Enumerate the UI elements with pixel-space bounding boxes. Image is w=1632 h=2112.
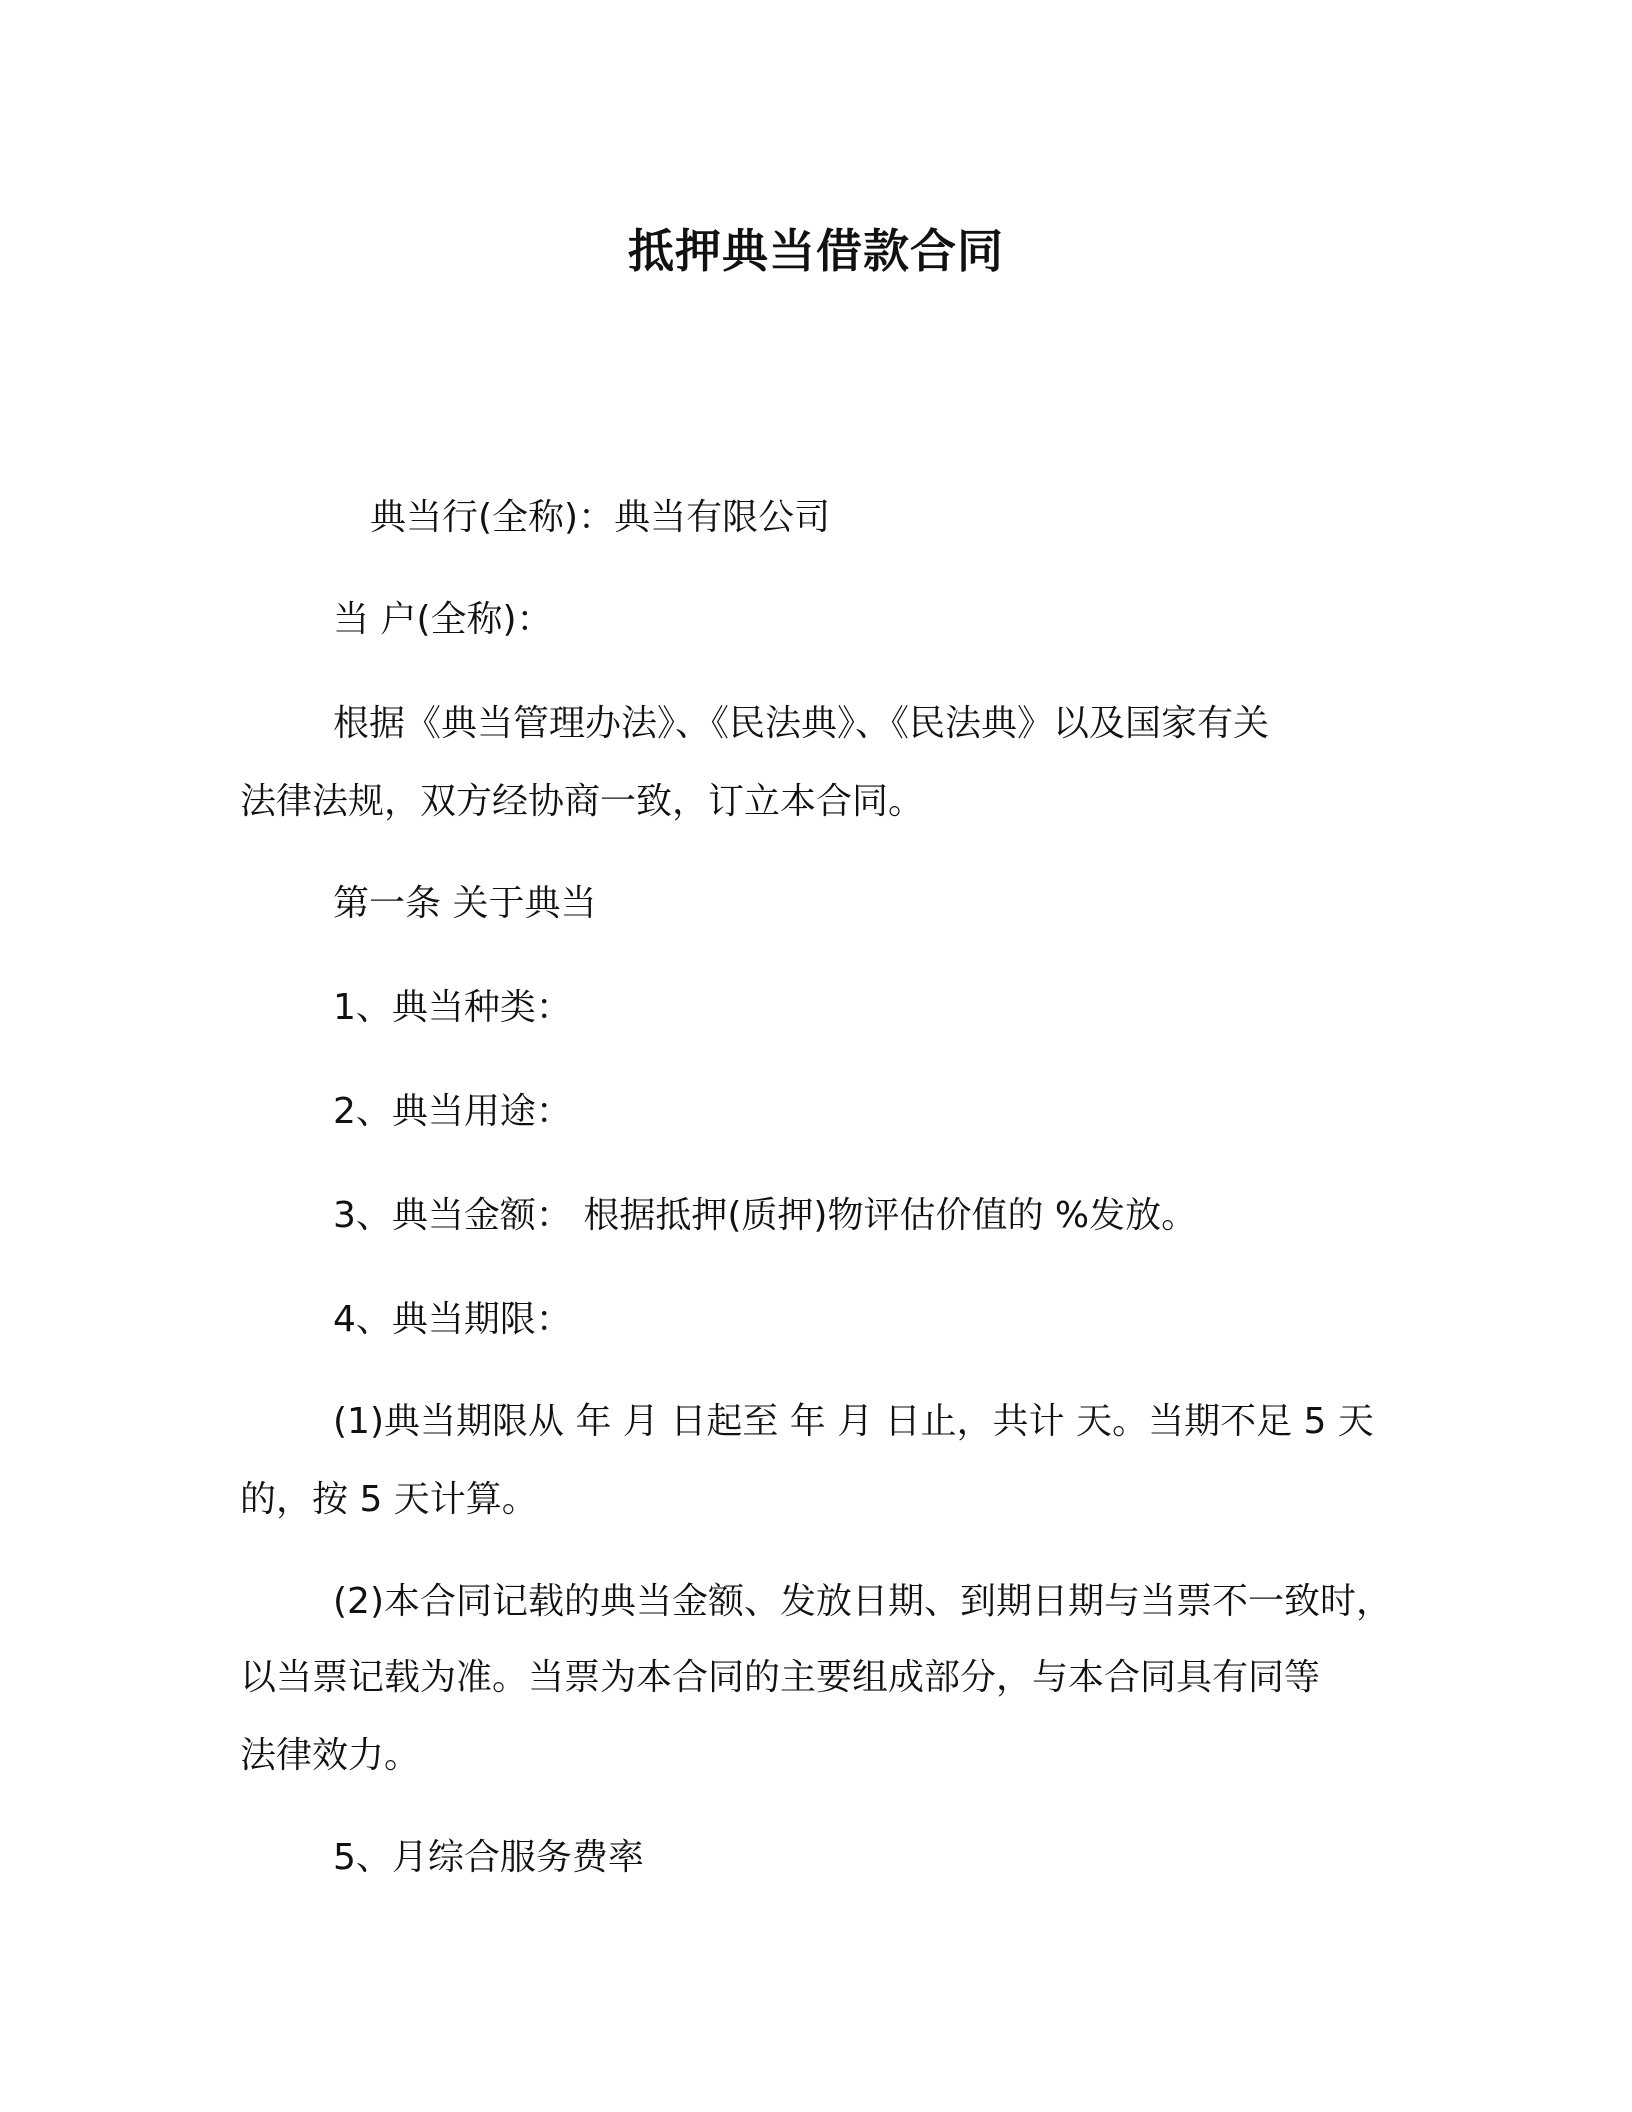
item-4-1-line-1: (1)典当期限从 年 月 日起至 年 月 日止，共计 天。当期不足 5 天 xyxy=(333,1401,1374,1442)
item-2: 2、典当用途： xyxy=(333,1091,572,1132)
item-5: 5、月综合服务费率 xyxy=(333,1837,644,1878)
item-4-1-line-2: 的，按 5 天计算。 xyxy=(240,1479,538,1520)
item-4-2-line-1: (2)本合同记载的典当金额、发放日期、到期日期与当票不一致时， xyxy=(333,1581,1392,1622)
document-title: 抵押典当借款合同 xyxy=(628,224,1004,278)
item-4: 4、典当期限： xyxy=(333,1299,572,1340)
intro-line-1: 根据《典当管理办法》、《民法典》、《民法典》以及国家有关 xyxy=(333,703,1270,744)
article1-heading: 第一条 关于典当 xyxy=(333,883,597,924)
pawnshop-line: 典当行(全称)：典当有限公司 xyxy=(370,497,831,538)
item-4-2-line-2: 以当票记载为准。当票为本合同的主要组成部分，与本合同具有同等 xyxy=(240,1657,1321,1698)
intro-line-2: 法律法规，双方经协商一致，订立本合同。 xyxy=(240,781,925,822)
item-1: 1、典当种类： xyxy=(333,987,572,1028)
pawner-line: 当 户(全称)： xyxy=(333,599,553,640)
item-3: 3、典当金额： 根据抵押(质押)物评估价值的 %发放。 xyxy=(333,1195,1198,1236)
item-4-2-line-3: 法律效力。 xyxy=(240,1735,421,1776)
